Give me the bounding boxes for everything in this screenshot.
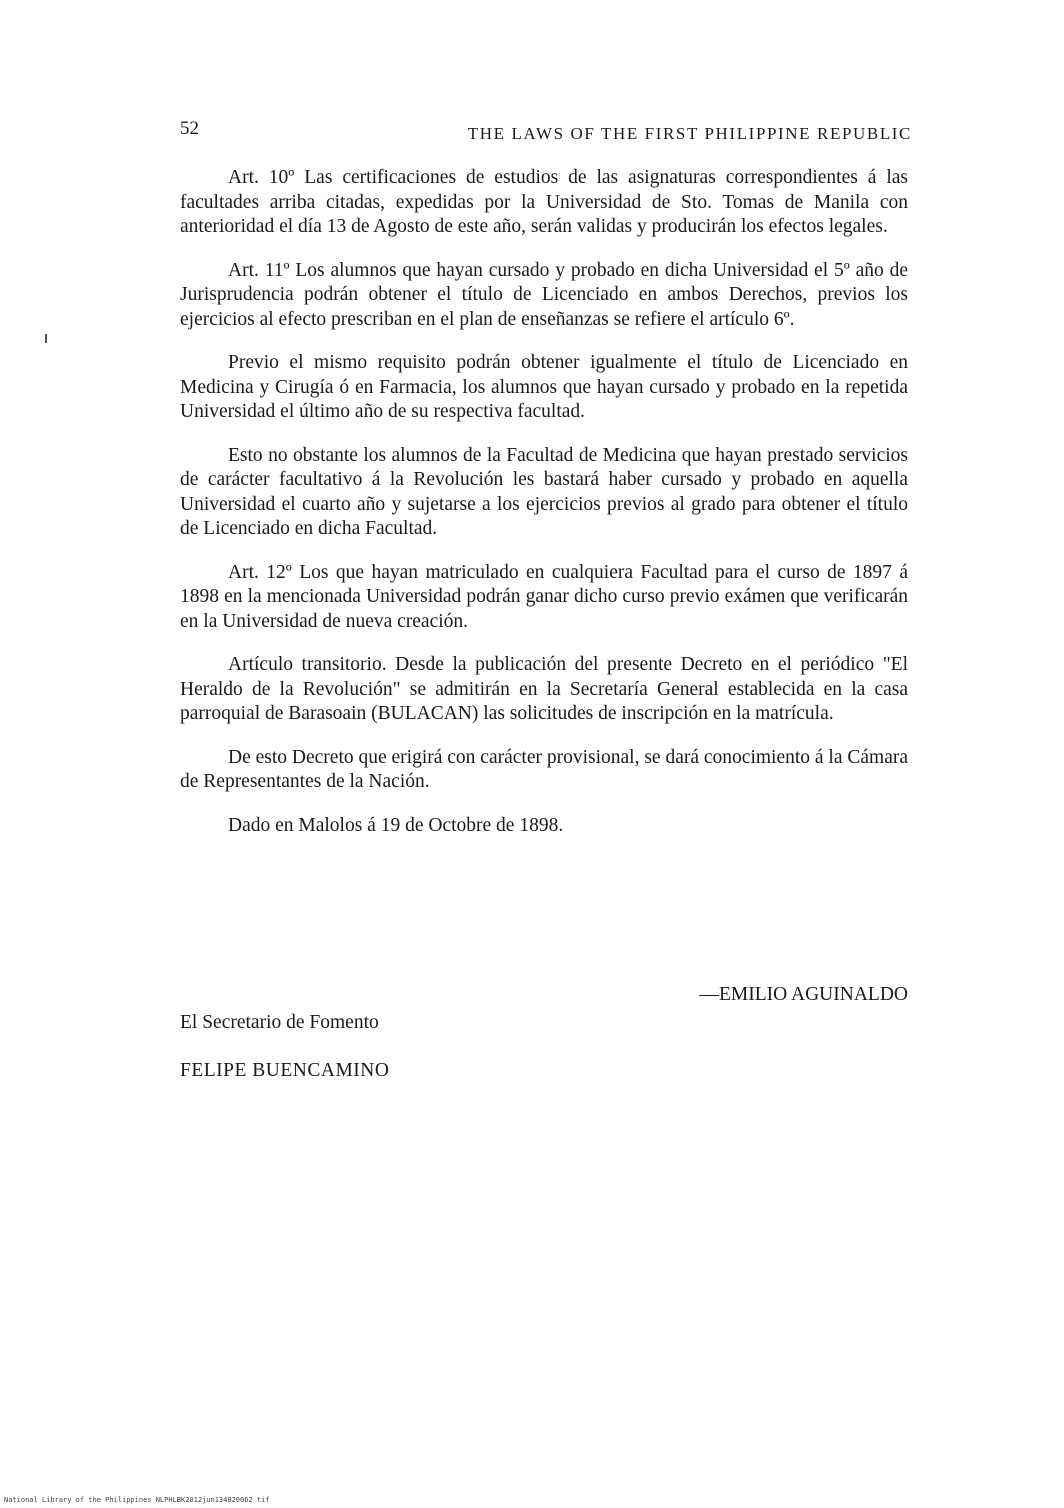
library-footer-stamp: National Library of the Philippines NLPHLBK2012jun134820062 tif: [4, 1496, 270, 1504]
paragraph-decreto-provisional: De esto Decreto que erigirá con carácter provisional, se dará conocimiento á la Cámara de Representantes de la Nación.: [180, 746, 909, 792]
margin-mark: [45, 334, 47, 343]
paragraph-art-12: Art. 12º Los que hayan matriculado en cualquiera Facultad para el curso de 1897 á 1898 en la mencionada Universidad podrán ganar dicho curso previo exámen que verificarán en la Universidad de nueva creación.: [180, 561, 908, 632]
secretary-name: FELIPE BUENCAMINO: [180, 1060, 390, 1081]
secretary-title: El Secretario de Fomento: [180, 1012, 379, 1033]
page-number: 52: [180, 118, 199, 139]
body-text: [180, 166, 908, 838]
running-head: [180, 118, 912, 148]
paragraph-art-11: Art. 11º Los alumnos que hayan cursado y probado en dicha Universidad el 5º año de Jurisprudencia podrán obtener el título de Licenciado en ambos Derechos, previos los ejercicios al efecto prescriban en el plan de enseñanzas se refiere el artículo 6º.: [180, 259, 908, 330]
paragraph-medicina-farmacia: Previo el mismo requisito podrán obtener igualmente el título de Licenciado en Medicina y Cirugía ó en Farmacia, los alumnos que hayan cursado y probado en la repetida Universidad el último año de su respectiva facultad.: [180, 352, 908, 422]
paragraph-articulo-transitorio: Artículo transitorio. Desde la publicación del presente Decreto en el periódico "El Heraldo de la Revolución" se admitirán en la Secretaría General establecida en la casa parroquial de Barasoain (BULACAN) las solicitudes de inscripción en la matrícula.: [180, 654, 908, 724]
signature: —EMILIO AGUINALDO: [699, 984, 908, 1005]
paragraph-facultad-medicina: Esto no obstante los alumnos de la Facultad de Medicina que hayan prestado servicios de carácter facultativo á la Revolución les bastará haber cursado y probado en aquella Universidad el cuarto año y sujetarse a los ejercicios previos al grado para obtener el título de Licenciado en dicha Facultad.: [180, 444, 908, 539]
header-title: THE LAWS OF THE FIRST PHILIPPINE REPUBLIC: [467, 124, 912, 143]
dated-line: Dado en Malolos á 19 de Octobre de 1898.: [228, 814, 564, 836]
paragraph-art-10: Art. 10º Las certificaciones de estudios de las asignaturas correspondientes á las facultades arriba citadas, expedidas por la Universidad de Sto. Tomas de Manila con anterioridad el día 13 de Agosto de este año, serán validas y producirán los efectos legales.: [180, 167, 908, 237]
